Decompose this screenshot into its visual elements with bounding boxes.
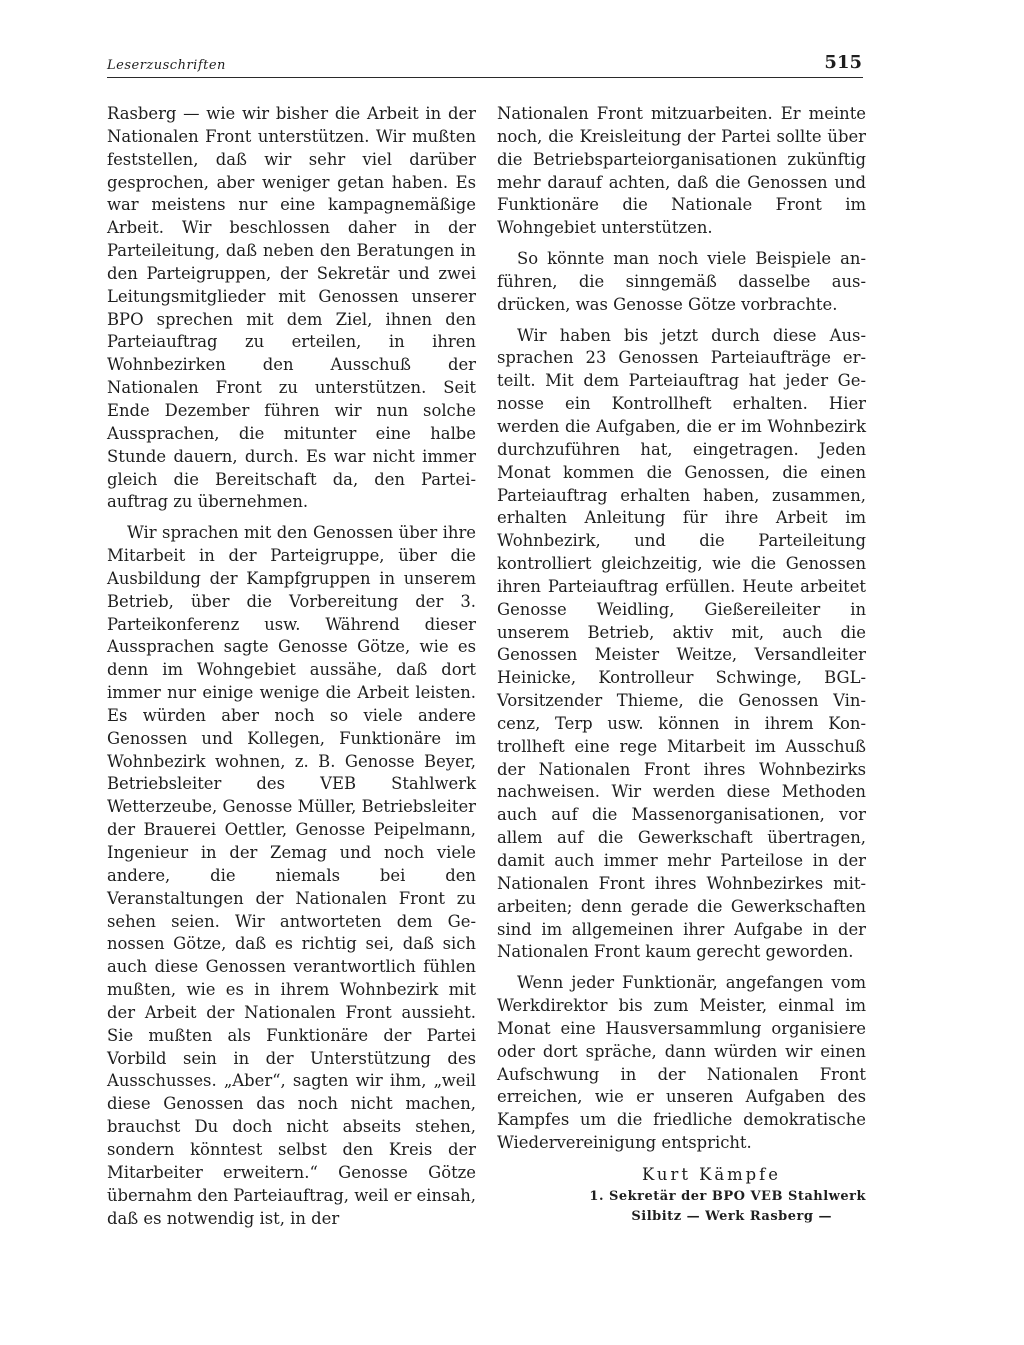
paragraph: Wir sprachen mit den Genossen über ihre Mitarbeit in der Parteigruppe, über die Ausbildung der Kampfgruppen in unserem Betrieb, über die Vorbereitung der 3. Parteikonferenz usw. Während dieser Aussprachen sagte Genosse Götze, wie es denn im Wohngebiet aussähe, daß dort immer nur einige wenige die Arbeit leisten. Es würden aber noch so viele andere Genossen und Kollegen, Funktionäre im Wohnbezirk wohnen, z. B. Genosse Beyer, Betriebsleiter des VEB Stahlwerk Wetterzeube, Genosse Müller, Betriebsleiter der Brauerei Oettler, Genosse Peipelmann, Ingenieur in der Zemag und noch viele andere, die niemals bei den Veranstaltungen der Nationalen Front zu sehen seien. Wir antworteten dem Genossen Götze, daß es richtig sei, daß sich auch diese Genossen verantwortlich fühlen mußten, wie es in ihrem Wohnbezirk mit der Arbeit der Nationalen Front aussieht. Sie mußten als Funktionäre der Partei Vorbild sein in der Unterstützung des Ausschusses. „Aber“, sagten wir ihm, „weil diese Genossen das noch nicht machen, brauchst Du doch nicht abseits stehen, sondern könntest selbst den Kreis der Mitarbeiter erweitern.“ Genosse Götze übernahm den Parteiauftrag, weil er einsah, daß es notwendig ist, in der — [107, 523, 476, 1228]
author-name: Kurt Kämpfe — [642, 1164, 781, 1184]
paragraph: So könnte man noch viele Beispiele anführen, die sinngemäß dasselbe ausdrücken, was Genosse Götze vorbrachte. — [497, 249, 866, 314]
right-column — [497, 103, 866, 1227]
author-affiliation: Silbitz — Werk Rasberg — — [631, 1208, 832, 1224]
page-number: 515 — [824, 52, 862, 73]
author-title: 1. Sekretär der BPO VEB Stahlwerk — [589, 1188, 866, 1204]
paragraph: Rasberg — wie wir bisher die Arbeit in der Nationalen Front unterstützen. Wir mußten feststellen, daß wir sehr viel darüber gesprochen, aber weniger getan haben. Es war meistens nur eine kampagnemäßige Arbeit. Wir beschlossen daher in der Parteileitung, daß neben den Beratungen in den Parteigruppen, der Sekretär und zwei Leitungsmitglieder mit Genossen unserer BPO sprechen mit dem Ziel, ihnen den Parteiauftrag zu erteilen, in ihren Wohnbezirken den Ausschuß der Nationalen Front zu unterstützen. Seit Ende Dezember führen wir nun solche Aussprachen, die mitunter eine halbe Stunde dauern, durch. Es war nicht immer gleich die Bereitschaft da, den Parteiauftrag zu übernehmen. — [107, 104, 476, 512]
paragraph: Wenn jeder Funktionär, angefangen vom Werkdirektor bis zum Meister, einmal im Monat eine Hausversammlung organisiere oder dort spräche, dann würden wir einen Aufschwung in der Nationalen Front erreichen, wie er unseren Aufgaben des Kampfes um die friedliche demokratische Wiedervereinigung entspricht. — [497, 973, 866, 1153]
paragraph: Wir haben bis jetzt durch diese Aussprachen 23 Genossen Parteiaufträge erteilt. Mit dem Parteiauftrag hat jeder Genosse ein Kontrollheft erhalten. Hier werden die Aufgaben, die er im Wohnbezirk durchzuführen hat, eingetragen. Jeden Monat kommen die Genossen, die einen Parteiauftrag erhalten haben, zusammen, erhalten Anleitung für ihre Arbeit im Wohnbezirk, und die Parteileitung kontrolliert gleichzeitig, wie die Genossen ihren Parteiauftrag erfüllen. Heute arbeitet Genosse Weidling, Gießereileiter in unserem Betrieb, aktiv mit, auch die Genossen Meister Weitze, Versandleiter Heinicke, Kontrolleur Schwinge, BGL-Vorsitzender Thieme, die Genossen Vincenz, Terp usw. können in ihrem Kontrollheft eine rege Mitarbeit im Ausschuß der Nationalen Front ihres Wohnbezirks nachweisen. Wir werden diese Methoden auch auf die Massenorganisationen, vor allem auf die Gewerkschaft übertragen, damit auch immer mehr Parteilose in der Nationalen Front ihres Wohnbezirkes mitarbeiten; denn gerade die Gewerkschaften sind im allgemeinen ihrer Aufgabe in der Nationalen Front kaum gerecht geworden. — [497, 325, 866, 962]
running-head: Leserzuschriften — [107, 58, 226, 73]
signature-block — [497, 1163, 866, 1227]
header-rule — [107, 77, 863, 78]
left-column — [107, 103, 476, 1238]
paragraph: Nationalen Front mitzuarbeiten. Er meinte noch, die Kreisleitung der Partei sollte über die Betriebsparteiorganisationen zukünftig mehr darauf achten, daß die Genossen und Funktionäre die Nationale Front im Wohngebiet unterstützen. — [497, 104, 866, 238]
